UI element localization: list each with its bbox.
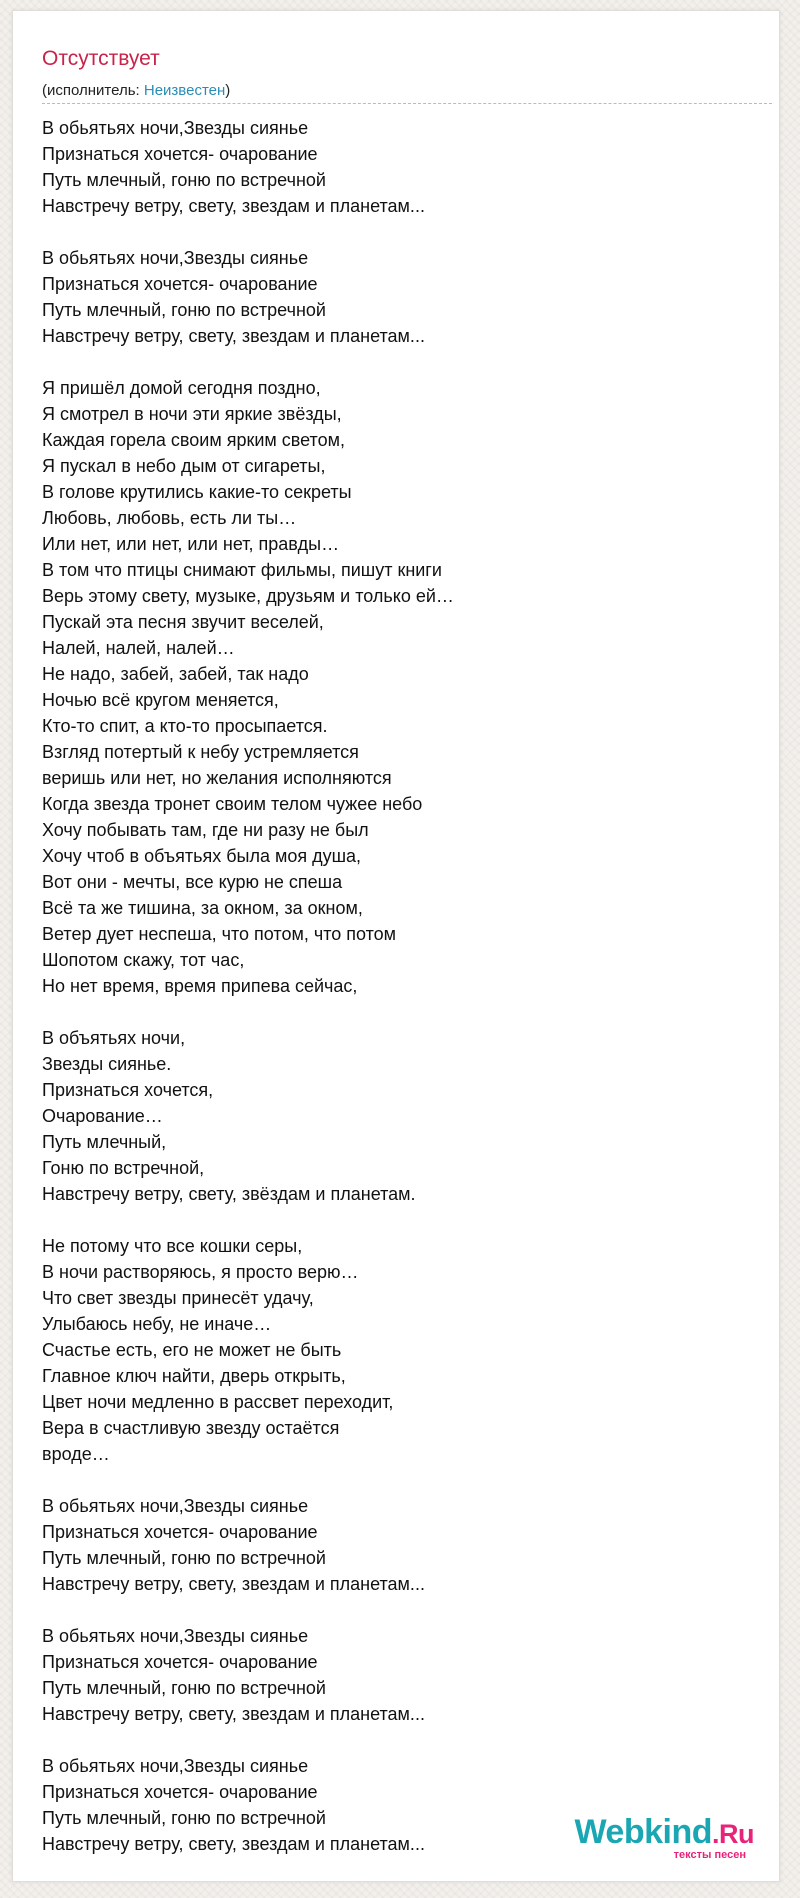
logo-wordmark [574,1815,754,1851]
lyric-line: Навстречу ветру, свету, звездам и планетам... [42,1834,425,1854]
lyric-line: Навстречу ветру, свету, звёздам и планетам. [42,1184,416,1204]
lyric-line: В обьятьях ночи,Звезды сиянье [42,1496,309,1516]
lyric-line: В ночи растворяюсь, я просто верю… [42,1262,359,1282]
stanza-break [42,1597,762,1623]
lyric-line: Счастье есть, его не может не быть [42,1340,342,1360]
site-logo[interactable] [574,1815,754,1861]
lyric-line: Навстречу ветру, свету, звездам и планетам... [42,1574,425,1594]
lyric-line: Шопотом скажу, тот час, [42,950,245,970]
lyric-line: Взгляд потертый к небу устремляется [42,742,359,762]
lyric-line: Навстречу ветру, свету, звездам и планетам... [42,196,425,216]
stanza-break [42,999,762,1025]
performer-line [42,82,230,100]
lyric-line: Цвет ночи медленно в рассвет переходит, [42,1392,394,1412]
lyric-line: Путь млечный, гоню по встречной [42,300,326,320]
lyric-line: Налей, налей, налей… [42,638,235,658]
lyric-line: Пускай эта песня звучит веселей, [42,612,324,632]
lyric-line: В объятьях ночи, [42,1028,186,1048]
song-title: Отсутствует [42,47,160,70]
performer-link[interactable]: Неизвестен [143,82,226,99]
logo-main-text: Webkind [574,1813,712,1851]
lyric-line: Признаться хочется, [42,1080,214,1100]
stanza-break [42,219,762,245]
stanza-break [42,349,762,375]
logo-tagline: тексты песен [673,1849,746,1861]
lyric-line: Путь млечный, [42,1132,167,1152]
stanza-break [42,1207,762,1233]
lyric-line: Не потому что все кошки серы, [42,1236,303,1256]
lyric-line: Ночью всё кругом меняется, [42,690,279,710]
stanza-break [42,1727,762,1753]
lyric-line: Верь этому свету, музыке, друзьям и только ей… [42,586,454,606]
lyric-line: Вот они - мечты, все курю не спеша [42,872,343,892]
lyric-line: Но нет время, время припева сейчас, [42,976,358,996]
lyric-line: Признаться хочется- очарование [42,144,318,164]
lyric-line: Навстречу ветру, свету, звездам и планетам... [42,1704,425,1724]
lyric-line: Ветер дует неспеша, что потом, что потом [42,924,397,944]
lyrics-body [42,115,762,1857]
lyric-line: Я смотрел в ночи эти яркие звёзды, [42,404,342,424]
lyrics-card [12,10,780,1882]
lyric-line: В голове крутились какие-то секреты [42,482,352,502]
lyric-line: Звезды сиянье. [42,1054,172,1074]
lyric-line: Хочу побывать там, где ни разу не был [42,820,369,840]
lyric-line: Или нет, или нет, или нет, правды… [42,534,340,554]
lyric-line: Путь млечный, гоню по встречной [42,1548,326,1568]
lyric-line: Признаться хочется- очарование [42,1522,318,1542]
lyric-line: Путь млечный, гоню по встречной [42,170,326,190]
lyric-line: Хочу чтоб в объятьях была моя душа, [42,846,362,866]
lyric-line: В обьятьях ночи,Звезды сиянье [42,1626,309,1646]
lyric-line: В обьятьях ночи,Звезды сиянье [42,1756,309,1776]
lyric-line: Когда звезда тронет своим телом чужее небо [42,794,423,814]
lyric-line: Что свет звезды принесёт удачу, [42,1288,314,1308]
dashed-divider [42,103,772,104]
lyric-line: В обьятьях ночи,Звезды сиянье [42,248,309,268]
lyric-line: Признаться хочется- очарование [42,274,318,294]
lyric-line: Путь млечный, гоню по встречной [42,1678,326,1698]
lyric-line: Я пускал в небо дым от сигареты, [42,456,326,476]
logo-tld: .Ru [712,1819,754,1849]
lyric-line: Навстречу ветру, свету, звездам и планетам... [42,326,425,346]
lyric-line: Главное ключ найти, дверь открыть, [42,1366,346,1386]
lyric-line: вроде… [42,1444,110,1464]
lyric-line: веришь или нет, но желания исполняются [42,768,392,788]
lyric-line: Признаться хочется- очарование [42,1782,318,1802]
performer-prefix: (исполнитель: [42,82,144,99]
lyric-line: Я пришёл домой сегодня поздно, [42,378,321,398]
lyric-line: В том что птицы снимают фильмы, пишут книги [42,560,442,580]
performer-suffix: ) [225,82,231,99]
lyric-line: Не надо, забей, забей, так надо [42,664,309,684]
lyric-line: Кто-то спит, а кто-то просыпается. [42,716,328,736]
lyric-line: В обьятьях ночи,Звезды сиянье [42,118,309,138]
lyric-line: Улыбаюсь небу, не иначе… [42,1314,272,1334]
lyric-line: Вера в счастливую звезду остаётся [42,1418,340,1438]
lyric-line: Каждая горела своим ярким светом, [42,430,345,450]
lyric-line: Признаться хочется- очарование [42,1652,318,1672]
stanza-break [42,1467,762,1493]
lyric-line: Любовь, любовь, есть ли ты… [42,508,297,528]
lyric-line: Всё та же тишина, за окном, за окном, [42,898,363,918]
lyric-line: Гоню по встречной, [42,1158,205,1178]
lyric-line: Путь млечный, гоню по встречной [42,1808,326,1828]
lyric-line: Очарование… [42,1106,163,1126]
